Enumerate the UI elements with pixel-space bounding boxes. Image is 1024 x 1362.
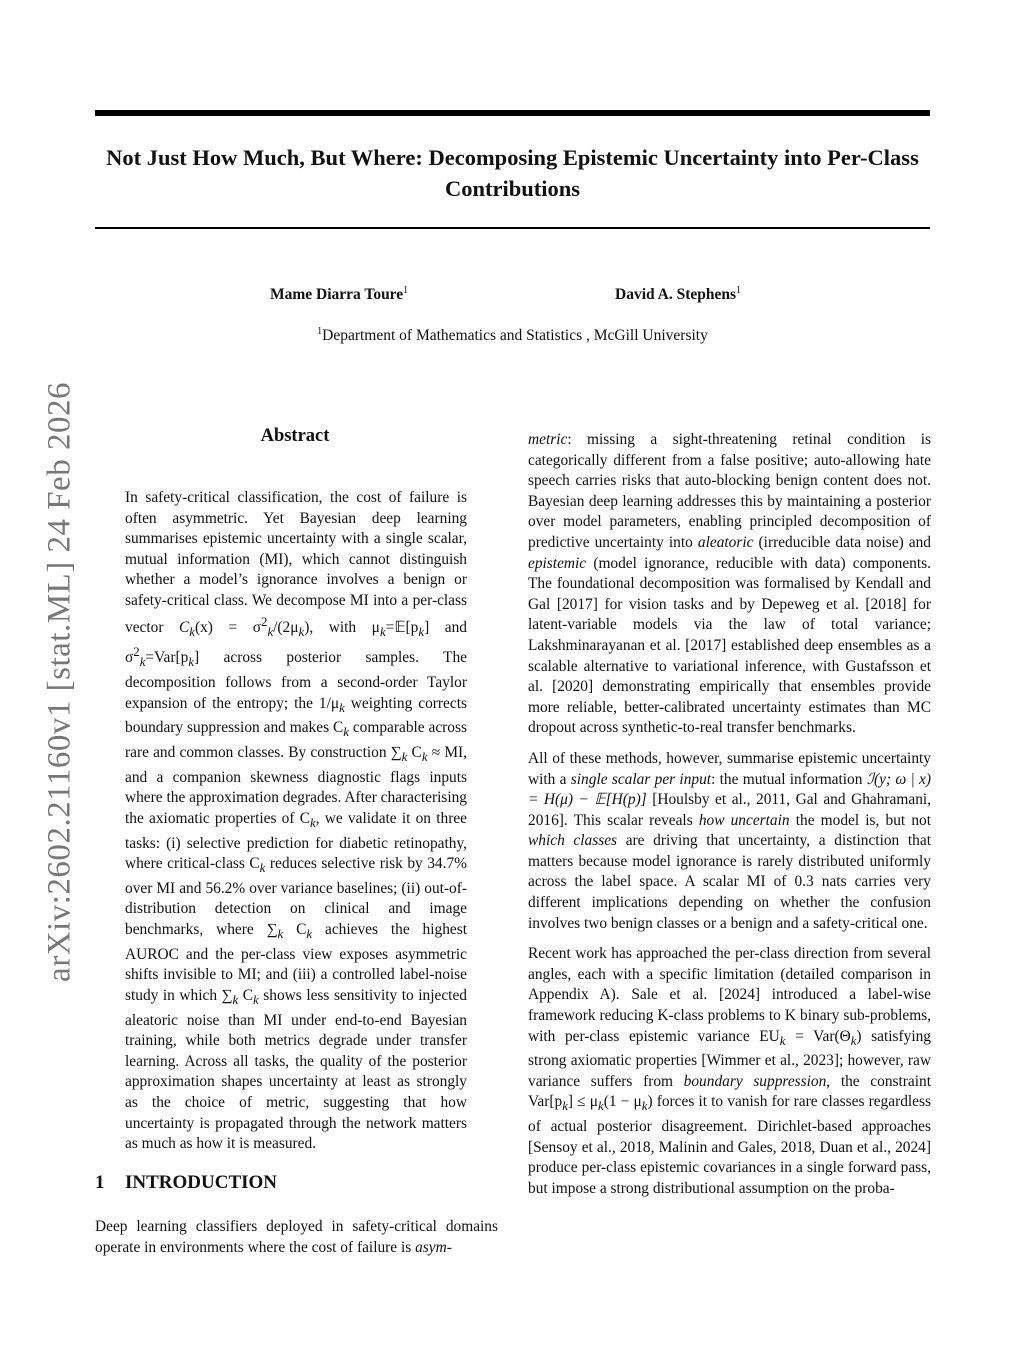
abstract-text: reduces selective risk by 34.7% over MI and 56.2% over variance baselines; (ii) out-of-distribution detection on clinical and image benchmarks, where ∑ <box>125 855 467 939</box>
arxiv-identifier: arXiv:2602.21160v1 [stat.ML] 24 Feb 2026 <box>41 382 78 982</box>
math-subscript: k <box>306 927 313 942</box>
emphasis-text: which classes <box>528 832 618 850</box>
title-bottom-rule <box>95 227 930 229</box>
affiliation <box>95 326 930 345</box>
body-text: (model ignorance, reducible with data) components. The foundational decomposition was formalised by Kendall and Gal [2017] for vision tasks and by Depeweg et al. [2018] for latent-variable models via the law of total variance; Lakshminarayanan et al. [2017] established deep ensembles as a scalable alternative to variational inference, with Gustafsson et al. [2020] demonstrating empirically that ensembles provide more reliable, better-calibrated uncertainty estimates than MC dropout across synthetic-to-real transfer benchmarks. <box>528 554 931 737</box>
math-superscript: 2 <box>133 645 140 660</box>
math-text: /(2μ <box>273 618 299 636</box>
body-text: (irreducible data noise) and <box>753 533 931 551</box>
body-text: ) satisfying strong axiomatic properties [Wimmer et al., 2023]; however, raw variance suffers from <box>528 1027 932 1090</box>
intro-paragraph-2 <box>528 749 931 934</box>
emphasis-text: single scalar per input <box>570 770 712 788</box>
section-heading-introduction <box>95 1172 277 1194</box>
author-2 <box>615 285 741 304</box>
math-text: ), with μ <box>304 618 380 636</box>
math-subscript: k <box>421 750 428 765</box>
abstract-text: C <box>238 986 254 1004</box>
intro-paragraph-1 <box>528 430 931 739</box>
math-subscript: k <box>418 624 425 639</box>
body-text: the model is, but not <box>789 811 931 829</box>
math-text: ] and σ <box>125 618 467 667</box>
math-subscript: k <box>339 700 345 715</box>
abstract-text: weighting corrects boundary suppression and makes C <box>125 694 467 737</box>
body-text: = Var(Θ <box>785 1027 851 1045</box>
math-subscript: k <box>779 1033 786 1048</box>
abstract-text: shows less sensitivity to injected aleatoric noise than MI under end-to-end Bayesian training, while both metrics degrade under transfer learning. Across all tasks, the quality of the posterior approximation shapes uncertainty at least as strongly as the choice of metric, suggesting that how uncertainty is propagated through the network matters as much as how it is measured. <box>125 986 467 1153</box>
math-subscript: k <box>562 1099 568 1114</box>
intro-paragraph-3 <box>528 944 931 1199</box>
abstract-text: comparable across rare and common classes. By construction ∑ <box>125 719 467 762</box>
author-2-affil-mark: 1 <box>736 285 742 296</box>
paper-title: Not Just How Much, But Where: Decomposing Epistemic Uncertainty into Per-Class Contributions <box>106 145 919 201</box>
emphasis-text: metric <box>528 431 568 448</box>
affiliation-text: Department of Mathematics and Statistics , McGill University <box>322 327 708 345</box>
emphasis-text: asym- <box>415 1238 452 1256</box>
math-subscript: k <box>401 750 408 765</box>
math-expression: ℐ(y; ω | x) = H(μ) − 𝔼[H(p)] <box>528 770 931 809</box>
math-text: ] <box>194 649 200 667</box>
section-number: 1 <box>95 1172 105 1193</box>
affiliation-mark: 1 <box>317 326 323 337</box>
emphasis-text: epistemic <box>528 554 587 572</box>
abstract-text: C <box>407 744 422 762</box>
body-text: , the constraint Var[p <box>528 1072 931 1111</box>
author-1-name: Mame Diarra Toure <box>270 286 404 304</box>
author-2-name: David A. Stephens <box>615 286 737 304</box>
author-1-affil-mark: 1 <box>403 285 409 296</box>
abstract-text: across posterior samples. The decomposition follows from a second-order Taylor expansion of the entropy; the 1/μ <box>125 649 467 712</box>
math-subscript: k <box>641 1099 648 1114</box>
body-text: [Houlsby et al., 2011, Gal and Ghahramani, 2016]. This scalar reveals <box>528 791 932 829</box>
math-subscript: k <box>379 624 386 639</box>
abstract-text: C <box>283 921 307 939</box>
math-text: (x) = σ <box>194 618 262 636</box>
math-subscript: k <box>309 816 316 831</box>
abstract-text: In safety-critical classification, the cost of failure is often asymmetric. Yet Bayesian deep learning summarises epistemic uncertainty with a single scalar, mutual information (MI), which cannot distinguish whether a model’s ignorance involves a benign or safety-critical class. We decompose MI into a per-class vector <box>125 489 467 636</box>
title-top-rule <box>95 110 930 116</box>
abstract-heading: Abstract <box>260 426 330 446</box>
abstract-text: ≈ MI, and a companion skewness diagnostic flags inputs where the approximation degrades. After characterising the axiomatic properties of C <box>125 744 467 827</box>
body-text: are driving that uncertainty, a distinction that matters because model ignorance is rarely distributed uniformly across the label space. A scalar MI of 0.3 nats carries very different implications depending on whether the confusion involves two benign classes or a benign and a safety-critical one. <box>528 832 931 932</box>
body-text: ) forces it to vanish for rare classes regardless of actual posterior disagreement. Dirichlet-based approaches [Sensoy et al., 2018, Malinin and Gales, 2018, Duan et al., 2024] produce per-class epistemic covariances in a single forward pass, but impose a strong distributional assumption on the proba- <box>528 1093 931 1197</box>
body-text: All of these methods, however, summarise epistemic uncertainty with a <box>528 749 931 788</box>
math-subscript: k <box>139 655 146 670</box>
math-subscript: k <box>259 861 266 876</box>
math-subscript: k <box>253 993 259 1008</box>
abstract-body <box>125 488 467 1155</box>
abstract-text: , we validate it on three tasks: (i) selective prediction for diabetic retinopathy, where critical-class C <box>125 809 467 873</box>
math-subscript: k <box>850 1033 857 1048</box>
math-symbol: C <box>179 618 190 636</box>
math-subscript: k <box>277 927 284 942</box>
math-subscript: k <box>298 624 305 639</box>
emphasis-text: aleatoric <box>697 533 754 551</box>
author-1 <box>270 285 408 304</box>
abstract-text: achieves the highest AUROC and the per-class view exposes asymmetric shifts invisible to MI; and (iii) a controlled label-noise study in which ∑ <box>125 921 467 1004</box>
section-title: INTRODUCTION <box>125 1172 278 1193</box>
right-column <box>528 430 931 1210</box>
emphasis-text: how uncertain <box>698 811 790 829</box>
math-subscript: k <box>598 1099 604 1114</box>
body-text: Deep learning classifiers deployed in safety-critical domains operate in environments where the cost of failure is <box>95 1218 498 1256</box>
math-superscript: 2 <box>261 614 268 629</box>
body-text: : missing a sight-threatening retinal condition is categorically different from a false positive; auto-allowing hate speech carries risks that auto-blocking benign content does not. Bayesian deep learning addresses this by maintaining a posterior over model parameters, enabling principled decomposition of predictive uncertainty into <box>528 431 931 551</box>
math-text: =𝔼[p <box>385 618 419 636</box>
body-text: (1 − μ <box>603 1093 642 1111</box>
body-text: ] ≤ μ <box>567 1093 598 1111</box>
math-subscript: k <box>267 624 274 639</box>
math-subscript: k <box>188 655 194 670</box>
math-text: =Var[p <box>145 649 189 667</box>
body-text: : the mutual information <box>711 770 867 788</box>
math-subscript: k <box>189 624 195 639</box>
emphasis-text: boundary suppression <box>683 1072 827 1090</box>
intro-paragraph-left <box>95 1217 498 1258</box>
math-subscript: k <box>232 993 239 1008</box>
body-text: Recent work has approached the per-class direction from several angles, each with a specific limitation (detailed comparison in Appendix A). Sale et al. [2024] introduced a label-wise framework reducing K-class problems to K binary sub-problems, with per-class epistemic variance EU <box>528 945 931 1045</box>
math-subscript: k <box>343 725 349 740</box>
